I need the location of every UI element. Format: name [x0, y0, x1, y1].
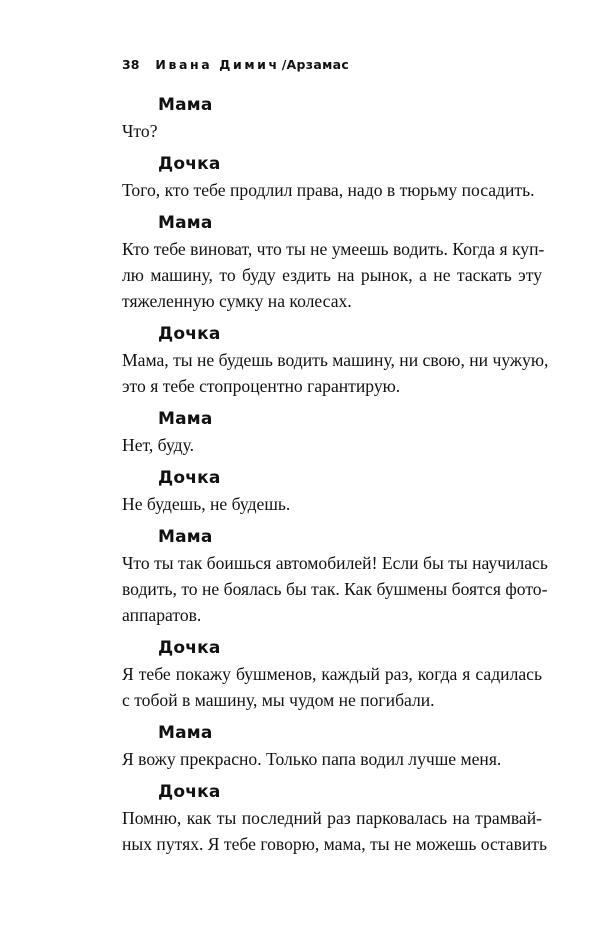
dialogue-exchange: [122, 635, 542, 713]
dialogue-exchange: [122, 720, 542, 772]
speech-line: с тобой в машину, мы чудом не погибали.: [122, 690, 435, 710]
speech-line: Кто тебе виноват, что ты не умеешь водить. Когда я куп-: [122, 239, 545, 259]
speech-line: Того, кто тебе продлил права, надо в тюрьму посадить.: [122, 180, 535, 200]
dialogue-exchange: [122, 210, 545, 314]
page-number: 38: [122, 57, 140, 72]
series-name: /Арзамас: [281, 57, 350, 72]
speech-line: водить, то не боялась бы так. Как бушмены боятся фото-: [122, 579, 548, 599]
speaker-name: Мама: [158, 95, 213, 115]
speech-line: Я вожу прекрасно. Только папа водил лучше меня.: [122, 749, 502, 769]
dialogue-exchange: [122, 406, 542, 458]
speaker-name: Дочка: [158, 468, 221, 488]
speech-line: Мама, ты не будешь водить машину, ни свою, ни чужую,: [122, 350, 549, 370]
dialogue-exchange: [122, 524, 548, 628]
speech-line: лю машину, то буду ездить на рынок, а не таскать эту: [122, 265, 542, 285]
speech-line: Помню, как ты последний раз парковалась на трамвай-: [122, 808, 542, 828]
speaker-name: Мама: [158, 409, 213, 429]
speech-line: аппаратов.: [122, 605, 202, 625]
speech-line: Что ты так боишься автомобилей! Если бы ты научилась: [122, 553, 548, 573]
speech-line: тяжеленную сумку на колесах.: [122, 291, 352, 311]
dialogue-text: [122, 92, 549, 857]
speaker-name: Мама: [158, 213, 213, 233]
speech-line: это я тебе стопроцентно гарантирую.: [122, 376, 401, 396]
dialogue-exchange: [122, 92, 542, 144]
dialogue-exchange: [122, 465, 542, 517]
running-head: [122, 57, 349, 72]
speaker-name: Дочка: [158, 782, 221, 802]
speech-line: Что?: [122, 121, 158, 141]
author-name: Ивана Димич: [155, 57, 280, 72]
speaker-name: Мама: [158, 527, 213, 547]
speaker-name: Мама: [158, 723, 213, 743]
speaker-name: Дочка: [158, 154, 221, 174]
speech-line: ных путях. Я тебе говорю, мама, ты не можешь оставить: [122, 834, 547, 854]
speech-line: Не будешь, не будешь.: [122, 494, 291, 514]
dialogue-exchange: [122, 151, 542, 203]
speaker-name: Дочка: [158, 324, 221, 344]
dialogue-exchange: [122, 779, 547, 857]
speaker-name: Дочка: [158, 638, 221, 658]
speech-line: Нет, буду.: [122, 435, 195, 455]
dialogue-exchange: [122, 321, 549, 399]
speech-line: Я тебе покажу бушменов, каждый раз, когда я садилась: [122, 664, 542, 684]
